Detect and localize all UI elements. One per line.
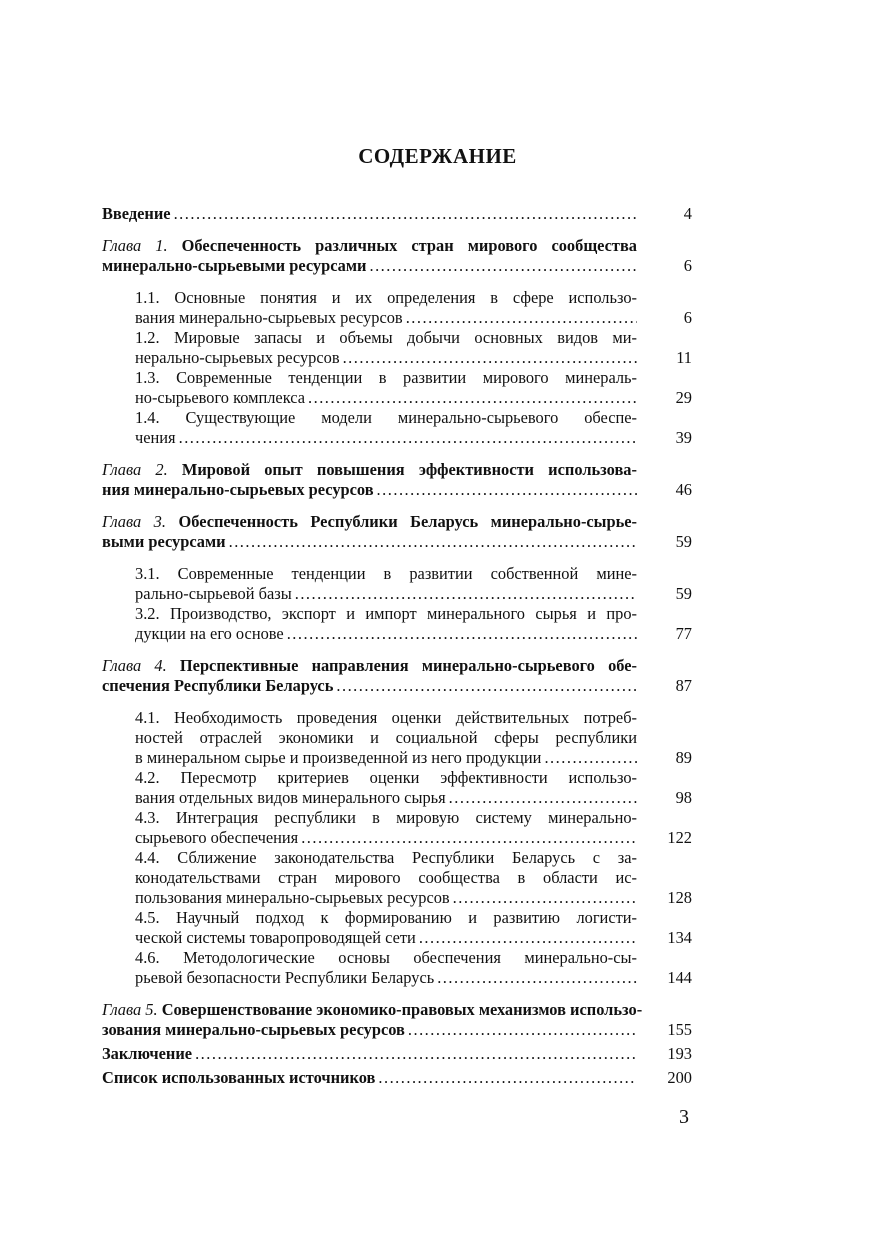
- dot-leader: [406, 308, 637, 328]
- toc-entry-title-cont: чения: [135, 428, 176, 447]
- toc-entry-title-cont: рально-сырьевой базы: [135, 584, 292, 603]
- toc-page-number: 59: [675, 584, 692, 603]
- toc-entry-title-cont: сырьевого обеспечения: [135, 828, 299, 847]
- chapter-label: Глава 3.: [102, 512, 166, 531]
- dot-leader: [419, 928, 637, 948]
- dot-leader: [308, 388, 637, 408]
- toc-page-number: 193: [667, 1044, 692, 1063]
- toc-page-number: 4: [683, 204, 692, 223]
- dot-leader: [295, 584, 637, 604]
- dot-leader: [369, 256, 637, 276]
- dot-leader: [453, 888, 637, 908]
- toc-entry-section-4-3[interactable]: [102, 808, 692, 848]
- toc-entry-title: Совершенствование экономико-правовых механизмов использо-: [161, 1000, 643, 1019]
- toc-page-number: 6: [683, 308, 692, 327]
- toc-entry-title: Введение: [102, 204, 171, 223]
- toc-page-number: 87: [675, 676, 692, 695]
- toc-entry-title-cont: минерально-сырьевыми ресурсами: [102, 256, 367, 275]
- dot-leader: [408, 1020, 637, 1040]
- toc-page-number: 89: [675, 748, 692, 767]
- toc-entry-title-cont: нерально-сырьевых ресурсов: [135, 348, 340, 367]
- dot-leader: [437, 968, 637, 988]
- toc-entry-title: 4.6. Методологические основы обеспечения минерально-сы-: [135, 948, 637, 967]
- toc-entry-title: 4.1. Необходимость проведения оценки действительных потреб-: [135, 708, 637, 727]
- toc-page-number: 134: [667, 928, 692, 947]
- toc-entry-title-cont: конодательствами стран мирового сообщества в области ис-: [135, 868, 637, 887]
- toc-entry-title: 4.3. Интеграция республики в мировую систему минерально-: [135, 808, 637, 827]
- toc-entry-chapter-5[interactable]: [102, 1000, 692, 1040]
- toc-page-number: 122: [667, 828, 692, 847]
- toc-entry-section-3-2[interactable]: [102, 604, 692, 644]
- toc-entry-title: Заключение: [102, 1044, 193, 1063]
- toc-entry-section-3-1[interactable]: [102, 564, 692, 604]
- toc-entry-title: 1.4. Существующие модели минерально-сырьевого обеспе-: [135, 408, 637, 427]
- toc-entry-section-4-2[interactable]: [102, 768, 692, 808]
- toc-entry-title-cont: ния минерально-сырьевых ресурсов: [102, 480, 374, 499]
- table-of-contents: [102, 204, 692, 1088]
- toc-entry-section-4-5[interactable]: [102, 908, 692, 948]
- dot-leader: [449, 788, 637, 808]
- toc-page-number: 46: [675, 480, 692, 499]
- toc-entry-title: Мировой опыт повышения эффективности использова-: [181, 460, 637, 479]
- toc-entry-title: 1.1. Основные понятия и их определения в сфере использо-: [135, 288, 637, 307]
- dot-leader: [378, 1068, 637, 1088]
- toc-page-number: 59: [675, 532, 692, 551]
- chapter-label: Глава 4.: [102, 656, 167, 675]
- toc-entry-title-cont: вания минерально-сырьевых ресурсов: [135, 308, 403, 327]
- toc-entry-section-4-4[interactable]: [102, 848, 692, 908]
- toc-entry-chapter-3[interactable]: [102, 512, 692, 552]
- toc-page-number: 11: [676, 348, 692, 367]
- toc-entry-section-4-1[interactable]: [102, 708, 692, 768]
- toc-page-number: 98: [675, 788, 692, 807]
- dot-leader: [336, 676, 637, 696]
- toc-page-number: 77: [675, 624, 692, 643]
- toc-entry-section-1-2[interactable]: [102, 328, 692, 368]
- toc-entry-title-cont: ческой системы товаропроводящей сети: [135, 928, 416, 947]
- dot-leader: [287, 624, 637, 644]
- toc-entry-section-1-4[interactable]: [102, 408, 692, 448]
- toc-entry-title-cont: пользования минерально-сырьевых ресурсов: [135, 888, 450, 907]
- toc-entry-title-cont: дукции на его основе: [135, 624, 284, 643]
- toc-entry-chapter-1[interactable]: [102, 236, 692, 276]
- toc-page-number: 200: [667, 1068, 692, 1087]
- page-number: 3: [679, 1106, 689, 1128]
- chapter-label: Глава 1.: [102, 236, 168, 255]
- toc-entry-chapter-4[interactable]: [102, 656, 692, 696]
- toc-entry-chapter-2[interactable]: [102, 460, 692, 500]
- toc-entry-title: 1.3. Современные тенденции в развитии мирового минераль-: [135, 368, 637, 387]
- toc-page-number: 39: [675, 428, 692, 447]
- toc-page-number: 144: [667, 968, 692, 987]
- toc-entry-title: 3.2. Производство, экспорт и импорт минерального сырья и про-: [135, 604, 637, 623]
- toc-entry-title: Список использованных источников: [102, 1068, 376, 1087]
- toc-entry-title-cont: но-сырьевого комплекса: [135, 388, 306, 407]
- toc-entry-title: Обеспеченность Республики Беларусь минерально-сырье-: [178, 512, 637, 531]
- toc-entry-title: 1.2. Мировые запасы и объемы добычи основных видов ми-: [135, 328, 637, 347]
- toc-entry-title-cont: спечения Республики Беларусь: [102, 676, 334, 695]
- toc-entry-title: 4.2. Пересмотр критериев оценки эффективности использо-: [135, 768, 637, 787]
- toc-entry-title: 4.5. Научный подход к формированию и развитию логисти-: [135, 908, 637, 927]
- dot-leader: [377, 480, 637, 500]
- toc-entry-conclusion[interactable]: [102, 1044, 692, 1064]
- toc-page-number: 155: [667, 1020, 692, 1039]
- dot-leader: [544, 748, 637, 768]
- toc-page-number: 29: [675, 388, 692, 407]
- dot-leader: [229, 532, 637, 552]
- chapter-label: Глава 2.: [102, 460, 168, 479]
- toc-entry-title-cont: зования минерально-сырьевых ресурсов: [102, 1020, 405, 1039]
- toc-entry-section-1-1[interactable]: [102, 288, 692, 328]
- toc-entry-title: Обеспеченность различных стран мирового сообщества: [181, 236, 638, 255]
- toc-page-number: 6: [683, 256, 692, 275]
- page-title: СОДЕРЖАНИЕ: [358, 144, 517, 168]
- toc-entry-references[interactable]: [102, 1068, 692, 1088]
- toc-page-number: 128: [667, 888, 692, 907]
- toc-entry-title: 3.1. Современные тенденции в развитии собственной мине-: [135, 564, 637, 583]
- toc-entry-title-cont: рьевой безопасности Республики Беларусь: [135, 968, 435, 987]
- toc-entry-title-cont: в минеральном сырье и произведенной из него продукции: [135, 748, 542, 767]
- dot-leader: [195, 1044, 637, 1064]
- dot-leader: [343, 348, 637, 368]
- dot-leader: [301, 828, 637, 848]
- toc-entry-title-cont: ностей отраслей экономики и социальной сферы республики: [135, 728, 637, 747]
- toc-entry-title-cont: выми ресурсами: [102, 532, 226, 551]
- toc-entry-section-4-6[interactable]: [102, 948, 692, 988]
- chapter-label: Глава 5.: [102, 1000, 158, 1019]
- toc-entry-section-1-3[interactable]: [102, 368, 692, 408]
- toc-entry-title-cont: вания отдельных видов минерального сырья: [135, 788, 446, 807]
- toc-entry-title: Перспективные направления минерально-сырьевого обе-: [179, 656, 637, 675]
- dot-leader: [179, 428, 637, 448]
- toc-entry-title: 4.4. Сближение законодательства Республики Беларусь с за-: [135, 848, 637, 867]
- toc-entry-introduction[interactable]: [102, 204, 692, 224]
- dot-leader: [174, 204, 637, 224]
